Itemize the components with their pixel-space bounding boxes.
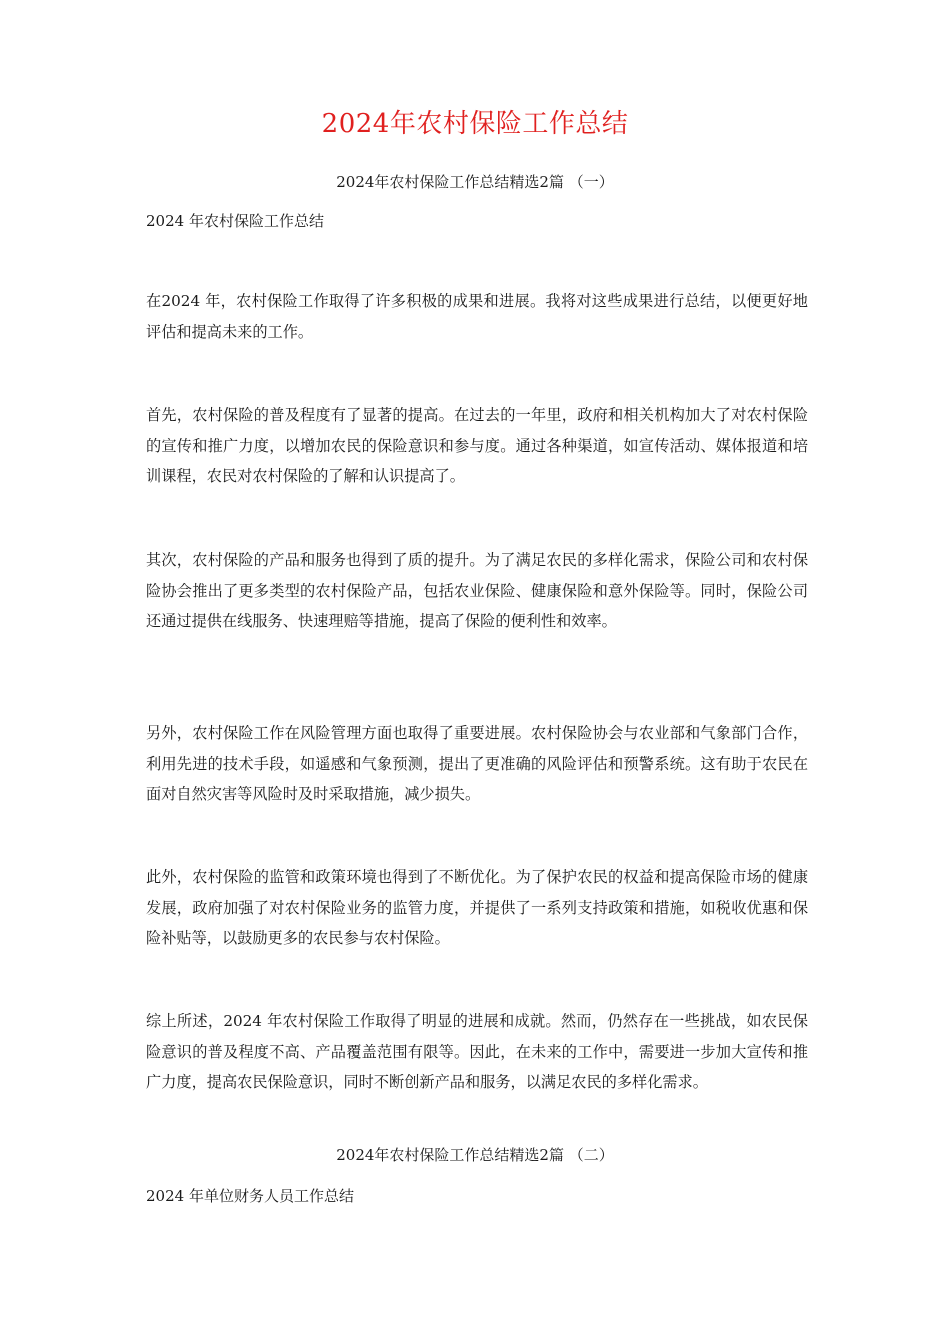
paragraph-3: 其次，农村保险的产品和服务也得到了质的提升。为了满足农民的多样化需求，保险公司和农村保险协会推出了更多类型的农村保险产品，包括农业保险、健康保险和意外保险等。同时，保险公司还通过提供在线服务、快速理赔等措施，提高了保险的便利性和效率。	[146, 551, 808, 630]
section-subtitle-1: 2024年农村保险工作总结精选2篇 （一）	[336, 173, 614, 191]
paragraph-4: 另外，农村保险工作在风险管理方面也取得了重要进展。农村保险协会与农业部和气象部门合作，利用先进的技术手段，如遥感和气象预测，提出了更准确的风险评估和预警系统。这有助于农民在面对自然灾害等风险时及时采取措施，减少损失。	[146, 724, 808, 803]
paragraph-5: 此外，农村保险的监管和政策环境也得到了不断优化。为了保护农民的权益和提高保险市场的健康发展，政府加强了对农村保险业务的监管力度，并提供了一系列支持政策和措施，如税收优惠和保险补贴等，以鼓励更多的农民参与农村保险。	[146, 868, 808, 947]
paragraph-6: 综上所述，2024 年农村保险工作取得了明显的进展和成就。然而，仍然存在一些挑战，如农民保险意识的普及程度不高、产品覆盖范围有限等。因此，在未来的工作中，需要进一步加大宣传和推广力度，提高农民保险意识，同时不断创新产品和服务，以满足农民的多样化需求。	[146, 1012, 808, 1091]
paragraph-2: 首先，农村保险的普及程度有了显著的提高。在过去的一年里，政府和相关机构加大了对农村保险的宣传和推广力度，以增加农民的保险意识和参与度。通过各种渠道，如宣传活动、媒体报道和培训课程，农民对农村保险的了解和认识提高了。	[146, 406, 808, 485]
section-subtitle-2: 2024年农村保险工作总结精选2篇 （二）	[336, 1146, 614, 1164]
section-heading-1: 2024 年农村保险工作总结	[146, 212, 324, 230]
section-heading-2: 2024 年单位财务人员工作总结	[146, 1187, 354, 1205]
paragraph-1: 在2024 年，农村保险工作取得了许多积极的成果和进展。我将对这些成果进行总结，以便更好地评估和提高未来的工作。	[146, 292, 808, 341]
document-title: 2024年农村保险工作总结	[321, 109, 629, 139]
